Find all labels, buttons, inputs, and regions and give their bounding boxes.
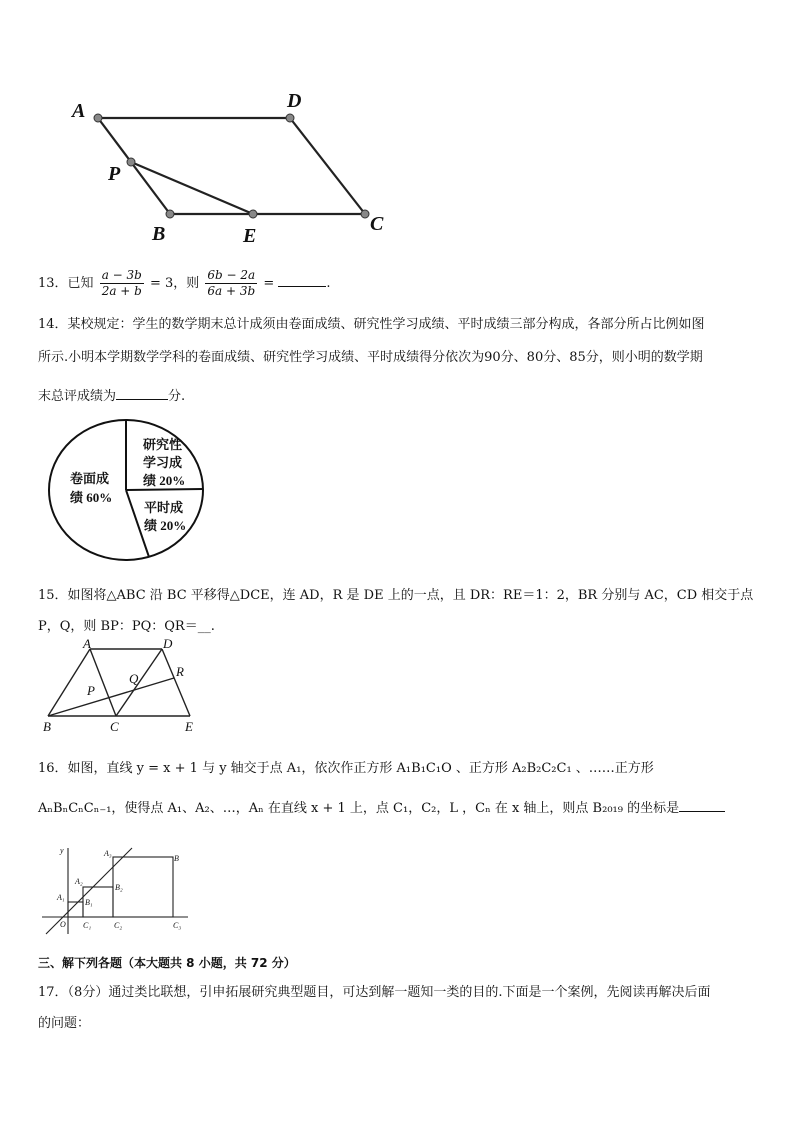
q16-line1: 16．如图，直线 y = x + 1 与 y 轴交于点 A₁，依次作正方形 A₁B₁C₁O 、正方形 A₂B₂C₂C₁ 、……正方形 <box>38 761 654 776</box>
fraction-2: $\frac{6b - 2a}{6a + 3b}$ <box>207 268 256 298</box>
parallelogram-figure <box>60 85 400 250</box>
fig16-A1: A₁ <box>57 893 65 902</box>
label-C: C <box>370 213 384 235</box>
fig16-O: O <box>60 920 66 929</box>
fig16-C3: C₃ <box>173 921 182 930</box>
q17-line2: 的问题： <box>38 1016 91 1031</box>
q15-line1: 15．如图将△ABC 沿 BC 平移得△DCE，连 AD，R 是 DE 上的一点，且 DR：RE＝1：2，BR 分别与 AC，CD 相交于点 <box>38 588 754 603</box>
fig15-A: A <box>83 636 91 651</box>
q14-line2: 所示.小明本学期数学学科的卷面成绩、研究性学习成绩、平时成绩得分依次为90分、80分、85分，则小明的数学期 <box>38 350 703 365</box>
q15-line2: P，Q，则 BP：PQ：QR＝__. <box>38 619 215 634</box>
fig15-P: P <box>87 683 95 698</box>
pie-divider-right <box>126 489 203 490</box>
fig16-A2: A₂ <box>75 877 83 886</box>
fig16-C2: C₂ <box>114 921 123 930</box>
slice-label-tr-2: 学习成 <box>143 455 183 470</box>
slice-label-left-1: 卷面成 <box>70 471 110 486</box>
fig15-E: E <box>185 719 193 734</box>
label-P: P <box>108 163 121 185</box>
pie-chart <box>46 418 208 564</box>
label-D: D <box>287 90 302 112</box>
fig15-D: D <box>163 636 173 651</box>
answer-blank-14[interactable] <box>116 399 168 400</box>
fig16-C1: C₁ <box>83 921 92 930</box>
slice-label-tr-3: 绩 20% <box>143 473 186 488</box>
label-B: B <box>152 223 166 245</box>
q17-line1: 17．（8分）通过类比联想，引申拓展研究典型题目，可达到解一题知一类的目的.下面是一个案例，先阅读再解决后面 <box>38 985 711 1000</box>
fig16-y: y <box>60 846 64 855</box>
fraction-1: $\frac{a - 3b}{2a + b}$ <box>101 268 142 298</box>
label-A: A <box>72 100 86 122</box>
q16-line2: AₙBₙCₙCₙ₋₁，使得点 A₁、A₂、…，Aₙ 在直线 x + 1 上，点 C₁，C₂，L ，Cₙ 在 x 轴上，则点 B₂₀₁₉ 的坐标是 <box>38 797 725 816</box>
fig15-Q: Q <box>129 671 139 686</box>
fig16-B2: B₂ <box>115 883 123 892</box>
fig16-B: B <box>174 854 179 863</box>
fig16-A3: A₃ <box>104 849 112 858</box>
q14-line1: 14．某校规定：学生的数学期末总计成须由卷面成绩、研究性学习成绩、平时成绩三部分构成，各部分所占比例如图 <box>38 317 705 332</box>
section-3-title: 三、解下列各题（本大题共 8 小题，共 72 分） <box>38 956 296 970</box>
fig15-R: R <box>176 664 184 679</box>
fig15-C: C <box>110 719 119 734</box>
translation-figure <box>38 636 208 736</box>
slice-label-tr-1: 研究性 <box>143 437 183 452</box>
answer-blank-13[interactable] <box>278 286 326 287</box>
fig16-B1: B₁ <box>85 898 93 907</box>
answer-blank-16[interactable] <box>679 811 725 812</box>
slice-label-left-2: 绩 60% <box>70 490 113 505</box>
squares-figure <box>38 842 198 938</box>
question-13: 13．已知 $\frac{a - 3b}{2a + b}$ = 3，则 $\frac{6b - 2a}{6a + 3b}$ = . <box>38 268 331 298</box>
slice-label-br-2: 绩 20% <box>144 518 187 533</box>
label-E: E <box>243 225 257 247</box>
fig15-B: B <box>43 719 51 734</box>
q14-line3: 末总评成绩为 分. <box>38 389 186 404</box>
slice-label-br-1: 平时成 <box>144 500 184 515</box>
